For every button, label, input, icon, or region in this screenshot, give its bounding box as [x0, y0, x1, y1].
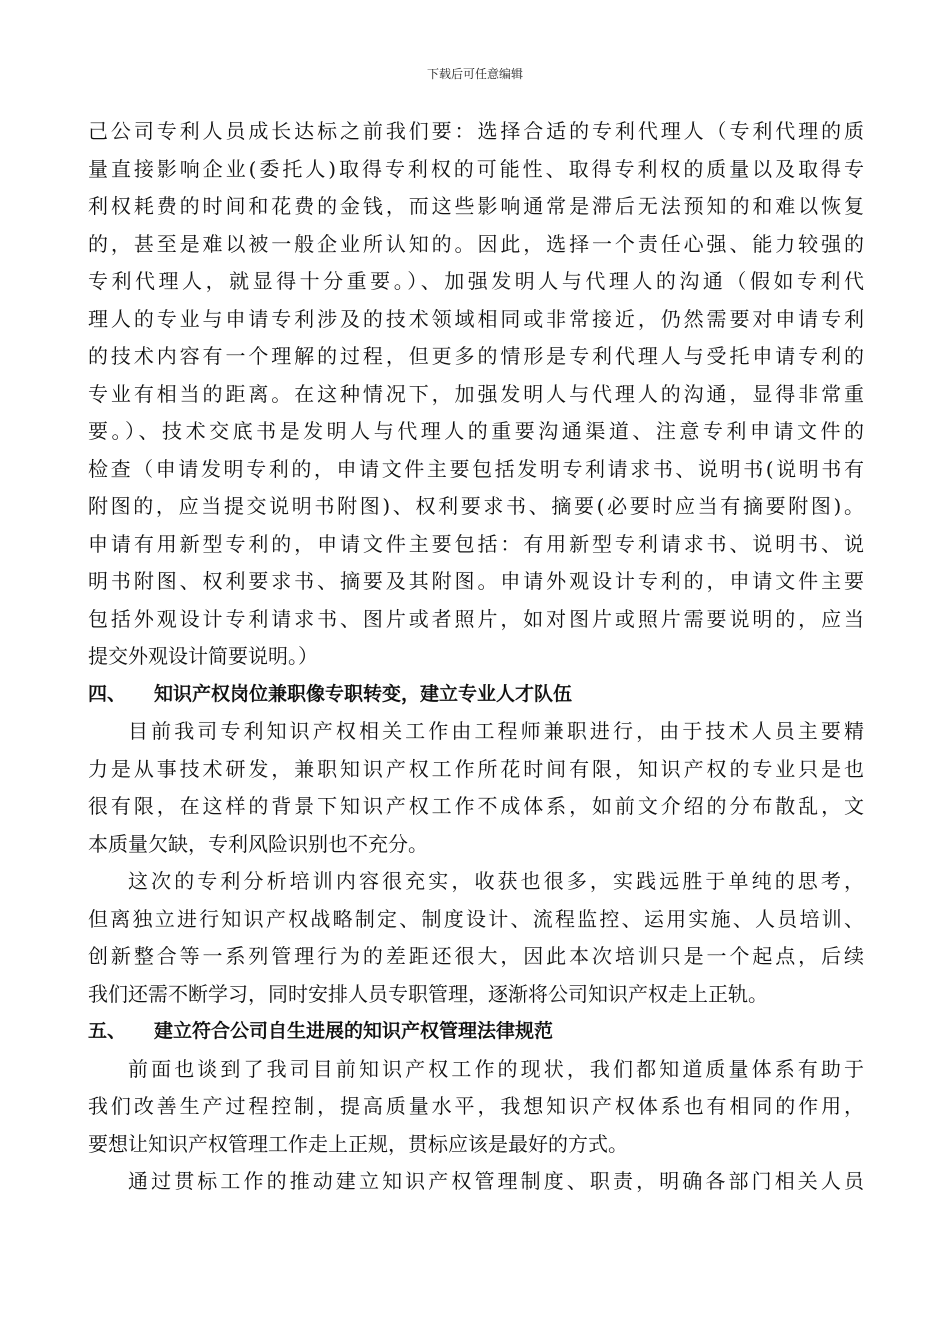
text-line: 申请有用新型专利的，申请文件主要包括：有用新型专利请求书、说明书、说 [88, 531, 864, 556]
text-line: 我们改善生产过程控制，提高质量水平，我想知识产权体系也有相同的作用， [88, 1094, 864, 1118]
text-line: 要。）、技术交底书是发明人与代理人的重要沟通渠道、注意专利申请文件的 [88, 419, 864, 443]
text-line: 通过贯标工作的推动建立知识产权管理制度、职责，明确各部门相关人员 [128, 1169, 864, 1193]
text-line: 己公司专利人员成长达标之前我们要：选择合适的专利代理人（专利代理的质 [88, 119, 864, 143]
section-heading-5 [88, 1013, 864, 1051]
text-line: 目前我司专利知识产权相关工作由工程师兼职进行，由于技术人员主要精 [128, 719, 864, 743]
text-line: 附图的，应当提交说明书附图)、权利要求书、摘要(必要时应当有摘要附图)。 [88, 494, 864, 518]
section-heading-4 [88, 676, 864, 714]
paragraph-agent-selection [88, 113, 864, 676]
text-line: 力是从事技术研发，兼职知识产权工作所花时间有限，知识产权的专业只是也 [88, 756, 864, 781]
paragraph-standardization [88, 1163, 864, 1201]
section-number: 四、 [88, 682, 127, 705]
text-line: 很有限，在这样的背景下知识产权工作不成体系，如前文介绍的分布散乱，文 [88, 794, 864, 818]
text-line: 专利代理人，就显得十分重要。）、加强发明人与代理人的沟通（假如专利代 [88, 269, 864, 293]
paragraph-training [88, 863, 864, 1013]
text-line: 我们还需不断学习，同时安排人员专职管理，逐渐将公司知识产权走上正轨。 [88, 981, 768, 1006]
text-line: 检查（申请发明专利的，申请文件主要包括发明专利请求书、说明书(说明书有 [88, 456, 864, 481]
text-line: 包括外观设计专利请求书、图片或者照片，如对图片或照片需要说明的，应当 [88, 606, 864, 631]
page-header: 下载后可任意编辑 [426, 67, 523, 81]
text-line: 理人的专业与申请专利涉及的技术领域相同或非常接近，仍然需要对申请专利 [88, 306, 864, 331]
text-line: 量直接影响企业(委托人)取得专利权的可能性、取得专利权的质量以及取得专 [88, 156, 864, 181]
text-line: 的，甚至是难以被一般企业所认知的。因此，选择一个责任心强、能力较强的 [88, 231, 864, 256]
text-line: 提交外观设计简要说明。） [88, 644, 318, 668]
text-line: 明书附图、权利要求书、摘要及其附图。申请外观设计专利的，申请文件主要 [88, 569, 864, 593]
text-line: 利权耗费的时间和花费的金钱，而这些影响通常是滞后无法预知的和难以恢复 [88, 194, 864, 218]
section-number: 五、 [88, 1020, 127, 1042]
section-title: 建立符合公司自生进展的知识产权管理法律规范 [154, 1020, 554, 1042]
text-line: 前面也谈到了我司目前知识产权工作的现状，我们都知道质量体系有助于 [128, 1056, 864, 1081]
text-line: 本质量欠缺，专利风险识别也不充分。 [88, 831, 428, 856]
text-line: 创新整合等一系列管理行为的差距还很大，因此本次培训只是一个起点，后续 [88, 944, 864, 968]
document-body [88, 113, 864, 1201]
text-line: 的技术内容有一个理解的过程，但更多的情形是专利代理人与受托申请专利的 [88, 344, 864, 368]
paragraph-quality-system [88, 1051, 864, 1164]
paragraph-current-status [88, 713, 864, 863]
text-line: 但离独立进行知识产权战略制定、制度设计、流程监控、运用实施、人员培训、 [88, 906, 864, 931]
section-title: 知识产权岗位兼职像专职转变，建立专业人才队伍 [154, 682, 573, 705]
text-line: 专业有相当的距离。在这种情况下，加强发明人与代理人的沟通，显得非常重 [88, 381, 864, 406]
text-line: 这次的专利分析培训内容很充实，收获也很多，实践远胜于单纯的思考， [128, 869, 864, 893]
text-line: 要想让知识产权管理工作走上正规，贯标应该是最好的方式。 [88, 1131, 628, 1156]
